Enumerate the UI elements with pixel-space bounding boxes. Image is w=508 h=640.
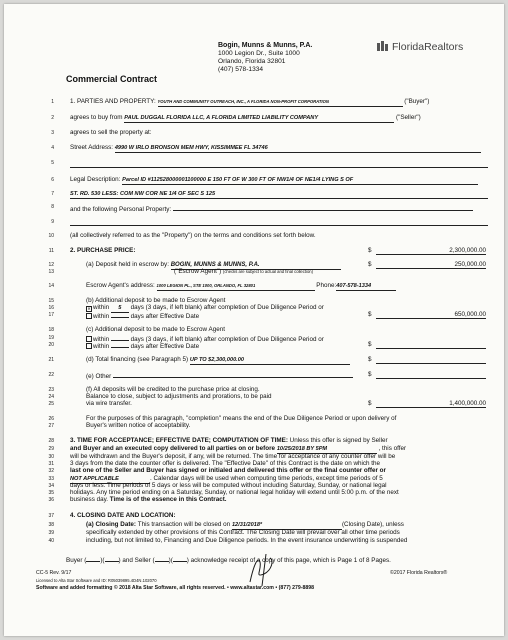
s3-text: , this offer: [376, 445, 407, 452]
s3-text: . Calendar days will be used when computing time periods, except time periods of 5: [150, 475, 383, 482]
financing-amount-line: [376, 363, 486, 364]
section-1-heading: 1. PARTIES AND PROPERTY:: [70, 98, 156, 105]
s3-line-8: holidays. Any time period ending on a Saturday, Sunday, or national legal holiday will extend until 5:00 p.m. of the next: [70, 489, 399, 496]
line-number: 20: [48, 342, 54, 348]
line-number: 6: [51, 177, 54, 183]
line-number: 27: [48, 423, 54, 429]
deposits-f-1: (f) All deposits will be credited to the purchase price at closing.: [86, 386, 260, 393]
street-row: [70, 144, 481, 153]
legal-row: [70, 176, 478, 185]
acceptance-date-field[interactable]: 10/25/2018 BY 5PM: [277, 445, 377, 454]
agrees-sell-label: agrees to sell the property at:: [70, 129, 152, 136]
line-number: 26: [48, 416, 54, 422]
line-number: 9: [51, 219, 54, 225]
financing-field[interactable]: UP TO $2,300,000.00: [190, 356, 350, 365]
firm-address-1: 1000 Legion Dr., Suite 1000: [218, 50, 300, 57]
s3-line-4: 3 days from the date the counter offer is delivered. The "Effective Date" of this Contract is the date on which the: [70, 460, 381, 467]
deposit-b-text-2: days after Effective Date: [130, 313, 200, 320]
ack-row: Buyer ( )( ) and Seller ( )( ) acknowledge receipt of a copy of this page, which is Page 1 of 8 Pages.: [66, 557, 391, 564]
balance-amount-field[interactable]: 1,400,000.00: [376, 400, 486, 408]
line-number: 37: [48, 513, 54, 519]
purpose-text-1: For the purposes of this paragraph, "completion" means the end of the Due Diligence Period or upon delivery of: [86, 415, 397, 422]
line-number: 21: [48, 357, 54, 363]
deposit-c-amount-line: [376, 348, 486, 349]
buyer-name-field[interactable]: YOUTH AND COMMUNITY OUTREACH, INC., A FLORIDA NON-PROFIT CORPORATION: [158, 98, 403, 107]
line-number: 35: [48, 490, 54, 496]
line-number: 11: [48, 248, 54, 254]
seller-name-field[interactable]: PAUL DUGGAL FLORIDA LLC, A FLORIDA LIMITED LIABILITY COMPANY: [124, 114, 394, 123]
line-number: 1: [51, 99, 54, 105]
line-number: 40: [48, 538, 54, 544]
firm-name: Bogin, Munns & Munns, P.A.: [218, 42, 313, 49]
escrow-note: (checks are subject to actual and final collection): [222, 269, 314, 274]
collective-text: (all collectively referred to as the "Property") on the terms and conditions set forth below.: [70, 232, 316, 239]
logo-text: FloridaRealtors: [392, 40, 464, 53]
line-number: 5: [51, 160, 54, 166]
escrow-phone-field[interactable]: 407-578-1334: [336, 282, 396, 291]
line-number: 2: [51, 115, 54, 121]
dollar-sign: $: [368, 400, 372, 407]
deposit-c-checkbox-2[interactable]: [86, 343, 92, 349]
line-number: 38: [48, 522, 54, 528]
line-number: 16: [48, 305, 54, 311]
deposit-b-label: (b) Additional deposit to be made to Escrow Agent: [86, 297, 226, 304]
form-number: CC-5 Rev. 9/17: [36, 570, 72, 576]
deposit-label: (a) Deposit held in escrow by:: [86, 261, 169, 268]
closing-date-field[interactable]: 12/31/2018*: [232, 521, 342, 530]
closing-date-label: (a) Closing Date:: [86, 521, 138, 528]
seller-row: [70, 114, 421, 123]
s3-text: business day.: [70, 496, 110, 503]
s4-text: (Closing Date), unless: [341, 521, 404, 528]
escrow-agent-tag-row: [174, 268, 313, 276]
other-field[interactable]: [113, 371, 353, 378]
deposit-b-checkbox-2[interactable]: [86, 313, 92, 319]
buyer-initials-1[interactable]: [86, 555, 100, 562]
purchase-price-field[interactable]: 2,300,000.00: [376, 247, 486, 255]
contract-page: [4, 4, 504, 636]
dollar-sign: $: [368, 341, 372, 348]
line-number: 12: [48, 262, 54, 268]
seller-tag: ("Seller"): [396, 114, 421, 121]
legal-label: Legal Description:: [70, 176, 121, 183]
deposit-holder-field[interactable]: BOGIN, MUNNS & MUNNS, P.A.: [171, 261, 341, 270]
buyer-tag: ("Buyer"): [404, 98, 430, 105]
line-number: 19: [48, 335, 54, 341]
license-line: Licensed to Alta Star Software and ID: R05039895.4D4N.102070: [36, 578, 157, 583]
within-label: within: [93, 336, 110, 343]
dollar-sign: $: [368, 356, 372, 363]
escrow-address-field[interactable]: 1000 LEGION PL., STE 1000, ORLANDO, FL 32801: [157, 282, 315, 291]
line-number: 33: [48, 476, 54, 482]
legal-description-field[interactable]: Parcel ID #112528000001100000 E 150 FT OF W 300 FT OF NW1/4 OF NE1/4 LYING S OF: [122, 176, 478, 185]
line-number: 30: [48, 454, 54, 460]
deposit-c-text-2: days after Effective Date: [130, 343, 200, 350]
line-number: 18: [48, 327, 54, 333]
personal-property-label: and the following Personal Property:: [70, 206, 172, 213]
line-number: 25: [48, 401, 54, 407]
law-firm-block: [218, 42, 312, 74]
purpose-text-2: Buyer's written notice of acceptability.: [86, 422, 191, 429]
florida-realtors-logo: [376, 40, 463, 54]
ack-text: acknowledge receipt of a copy of this page, which is Page 1 of 8 Pages.: [190, 557, 391, 564]
dollar-sign: $: [368, 311, 372, 318]
dollar-sign: $: [368, 371, 372, 378]
line-number: 31: [48, 461, 54, 467]
legal-row-2: [70, 190, 488, 199]
deposit-c-effective-days-field[interactable]: [111, 341, 129, 348]
section-3-heading: 3. TIME FOR ACCEPTANCE; EFFECTIVE DATE; COMPUTATION OF TIME:: [70, 437, 288, 444]
blank-line-5: [70, 167, 488, 168]
within-label: within: [93, 343, 110, 350]
line-number: 10: [48, 233, 54, 239]
deposit-b-days-field[interactable]: 5: [111, 304, 129, 313]
personal-row: [70, 203, 473, 214]
street-address-field[interactable]: 4990 W IRLO BRONSON MEM HWY, KISSIMMEE FL 34746: [115, 144, 481, 153]
firm-phone: (407) 578-1334: [218, 66, 264, 73]
deposit-b-checkbox-1[interactable]: ✕: [87, 305, 91, 311]
s3-text: and Buyer and an executed copy delivered to all parties on or before: [70, 445, 277, 452]
s3-line-5: last one of the Seller and Buyer has signed or initialed and delivered this offer or the final counter offer or: [70, 467, 386, 474]
realtor-logo-icon: [376, 40, 390, 54]
line-number: 22: [48, 372, 54, 378]
dollar-sign: $: [368, 261, 372, 268]
seller-initials-2[interactable]: [173, 555, 187, 562]
line-number: 8: [51, 204, 54, 210]
other-label: (e) Other: [86, 373, 112, 380]
blank-line-9: [70, 225, 488, 226]
line-number: 7: [51, 191, 54, 197]
s3-line-1: [70, 437, 388, 445]
copyright: ©2017 Florida Realtors®: [390, 570, 448, 576]
line-number: 36: [48, 497, 54, 503]
legal-description-field-2[interactable]: ST. RD. 530 LESS: COM NW COR NE 1/4 OF SEC S 125: [70, 190, 488, 199]
line-number: 13: [48, 269, 54, 275]
s4-line-2: specifically extended by other provisions of this Contract. The Closing Date will prevail over all other time periods: [86, 529, 400, 536]
s3-line-7: days or less. Time periods of 5 days or less will be computed without including Saturday, Sunday, or national legal: [70, 482, 387, 489]
deposits-f-2: Balance to close, subject to adjustments and prorations, to be paid: [86, 393, 272, 400]
effective-date-field[interactable]: NOT APPLICABLE: [70, 475, 150, 484]
escrow-phone-label: Phone:: [316, 282, 337, 289]
line-number: 4: [51, 145, 54, 151]
dollar-sign: $: [368, 247, 372, 254]
line-number: 3: [51, 130, 54, 136]
line-number: 23: [48, 387, 54, 393]
deposit-c-label: (c) Additional deposit to be made to Escrow Agent: [86, 326, 225, 333]
deposit-b-row-2: [86, 311, 199, 321]
deposit-amount-field[interactable]: 250,000.00: [376, 261, 486, 269]
collective-row: [70, 232, 316, 240]
line-number: 14: [48, 283, 54, 289]
agrees-sell-row: [70, 129, 152, 137]
ack-buyer-label: Buyer: [66, 557, 83, 564]
parties-row: [70, 98, 429, 107]
other-amount-line: [376, 378, 486, 379]
line-number: 24: [48, 394, 54, 400]
firm-address-2: Orlando, Florida 32801: [218, 58, 286, 65]
s4-line-3: including, but not limited to, Financing and Due Diligence periods. In the event insurance underwriting is suspended: [86, 537, 408, 544]
deposit-c-text-1: days (3 days, if left blank) after completion of Due Diligence Period or: [130, 336, 324, 343]
buyer-initials-2[interactable]: [105, 555, 119, 562]
software-line: Software and added formatting © 2018 Alta Star Software, all rights reserved. • www.altastar.com • (877) 279-8898: [36, 585, 315, 591]
other-row: [86, 371, 353, 381]
deposit-c-row-2: [86, 341, 199, 351]
line-number: 15: [48, 298, 54, 304]
section-4-heading: 4. CLOSING DATE AND LOCATION:: [70, 512, 176, 519]
agrees-buy-label: agrees to buy from: [70, 114, 123, 121]
deposit-b-amount-field[interactable]: 650,000.00: [376, 311, 486, 319]
s3-text: Unless this offer is signed by Seller: [287, 437, 388, 444]
escrow-agent-tag: ("Escrow Agent"): [174, 268, 222, 275]
deposits-f-3: via wire transfer.: [86, 400, 132, 407]
street-label: Street Address:: [70, 144, 114, 151]
within-label: within: [93, 304, 110, 311]
deposit-c-days-field[interactable]: [111, 334, 129, 341]
deposit-b-text-1: days (3 days, if left blank) after completion of Due Diligence Period or: [130, 304, 324, 311]
page-title: Commercial Contract: [66, 74, 158, 84]
s3-line-9: [70, 496, 227, 504]
ack-seller-label: and Seller: [122, 557, 151, 564]
s3-line-3: will be withdrawn and the Buyer's deposit, if any, will be returned. The time for acceptance of any counter offer will be: [70, 453, 396, 460]
s4-text: This transaction will be closed on: [137, 521, 232, 528]
line-number: 34: [48, 483, 54, 489]
personal-property-field[interactable]: [173, 203, 473, 211]
line-number: 17: [48, 312, 54, 318]
line-number: 29: [48, 446, 54, 452]
line-number: 39: [48, 530, 54, 536]
within-label: within: [93, 313, 110, 320]
deposit-b-effective-days-field[interactable]: [111, 311, 129, 318]
section-2-heading: 2. PURCHASE PRICE:: [70, 247, 136, 254]
seller-initials-1[interactable]: [155, 555, 169, 562]
time-essence-text: Time is of the essence in this Contract.: [109, 496, 227, 503]
line-number: 28: [48, 438, 54, 444]
escrow-address-label: Escrow Agent's address:: [86, 282, 155, 289]
financing-label: (d) Total financing (see Paragraph 5): [86, 356, 189, 363]
financing-row: [86, 356, 350, 365]
escrow-address-row: [86, 282, 396, 291]
line-number: 32: [48, 468, 54, 474]
